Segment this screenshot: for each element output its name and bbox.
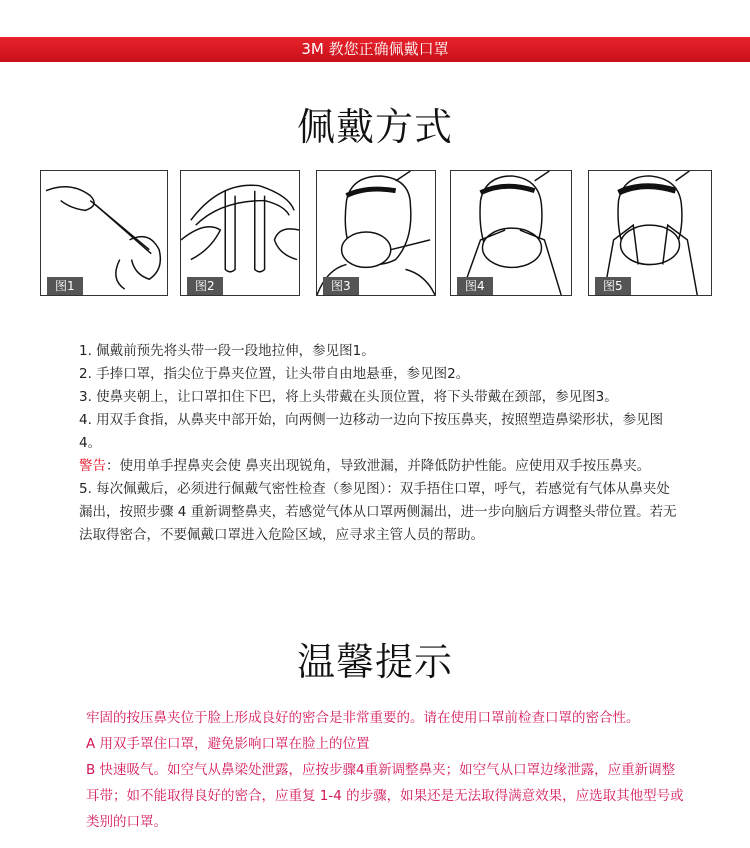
figure-label: 图1 xyxy=(47,277,83,295)
step-5: 5. 每次佩戴后，必须进行佩戴气密性检查（参见图）：双手捂住口罩，呼气，若感觉有气体从鼻夹处漏出，按照步骤 4 重新调整鼻夹，若感觉气体从口罩两侧漏出，进一步向脑后方调整头带位置。若无法取得密合，不要佩戴口罩进入危险区域，应寻求主管人员的帮助。 xyxy=(79,481,677,543)
header-bar xyxy=(0,37,750,62)
warning xyxy=(79,455,679,478)
section-title-wearing: 佩戴方式 xyxy=(296,105,453,149)
tip-b: B 快速吸气。如空气从鼻梁处泄露，应按步骤4重新调整鼻夹；如空气从口罩边缘泄露，应重新调整耳带；如不能取得良好的密合，应重复 1-4 的步骤，如果还是无法取得满意效果，应选取其他型号或类别的口罩。 xyxy=(86,762,684,830)
figure-label: 图3 xyxy=(323,277,359,295)
tip-a: A 用双手罩住口罩，避免影响口罩在脸上的位置 xyxy=(86,736,370,752)
figure-3 xyxy=(316,170,436,296)
header-title: 3M 教您正确佩戴口罩 xyxy=(301,40,449,58)
figure-1 xyxy=(40,170,168,296)
step-4: 4. 用双手食指，从鼻夹中部开始，向两侧一边移动一边向下按压鼻夹，按照塑造鼻梁形状，参见图4。 xyxy=(79,412,664,451)
figure-5 xyxy=(588,170,712,296)
step-2: 2. 手捧口罩，指尖位于鼻夹位置，让头带自由地悬垂，参见图2。 xyxy=(79,366,470,382)
figure-label: 图4 xyxy=(457,277,493,295)
wearing-instructions xyxy=(79,340,679,547)
figure-label: 图2 xyxy=(187,277,223,295)
section-title-tips: 温馨提示 xyxy=(296,640,453,684)
warning-text: ：使用单手捏鼻夹会使 鼻夹出现锐角，导致泄漏，并降低防护性能。应使用双手按压鼻夹。 xyxy=(106,458,651,474)
step-3: 3. 使鼻夹朝上，让口罩扣住下巴，将上头带戴在头顶位置，将下头带戴在颈部，参见图3。 xyxy=(79,389,618,405)
warning-label: 警告 xyxy=(79,458,106,474)
tip-1: 牢固的按压鼻夹位于脸上形成良好的密合是非常重要的。请在使用口罩前检查口罩的密合性。 xyxy=(86,710,640,726)
figure-4 xyxy=(450,170,572,296)
figure-label: 图5 xyxy=(595,277,631,295)
tips-text xyxy=(86,705,686,835)
figure-2 xyxy=(180,170,300,296)
step-1: 1. 佩戴前预先将头带一段一段地拉伸，参见图1。 xyxy=(79,343,375,359)
